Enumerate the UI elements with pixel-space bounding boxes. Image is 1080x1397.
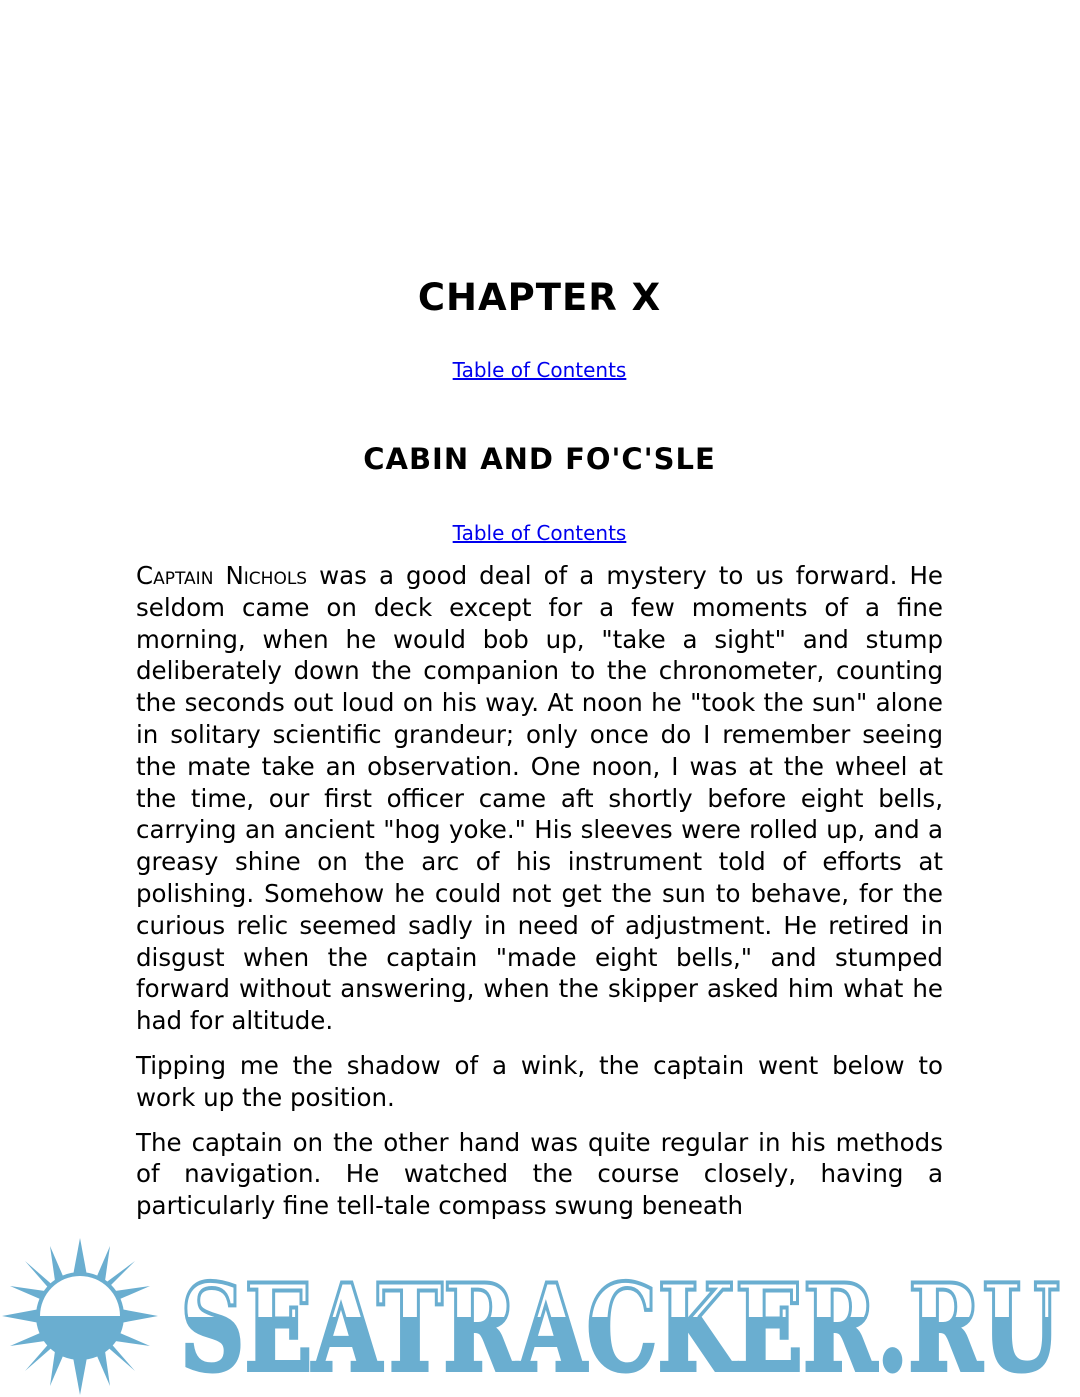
chapter-title: CHAPTER X (417, 276, 662, 319)
section-title: CABIN AND FO'C'SLE (363, 442, 716, 476)
paragraph-2: Tipping me the shadow of a wink, the captain went below to work up the position. (136, 1050, 943, 1112)
paragraph-1-lead: Captain Nichols (136, 561, 308, 590)
sun-icon (0, 1236, 160, 1397)
paragraph-1 (136, 560, 943, 1037)
table-of-contents-link-bottom[interactable]: Table of Contents (452, 521, 627, 545)
toc-link-container-top (136, 358, 943, 382)
chapter-body (136, 560, 943, 1235)
paragraph-1-text: was a good deal of a mystery to us forward. He seldom came on deck except for a few moments of a fine morning, when he would bob up, "take a sight" and stump deliberately down the companion to the chronometer, counting the seconds out loud on his way. At noon he "took the sun" alone in solitary scientific grandeur; only once do I remember seeing the mate take an observation. One noon, I was at the wheel at the time, our first officer came aft shortly before eight bells, carrying an ancient "hog yoke." His sleeves were rolled up, and a greasy shine on the arc of his instrument told of efforts at polishing. Somehow he could not get the sun to behave, for the curious relic seemed sadly in need of adjustment. He retired in disgust when the captain "made eight bells," and stumped forward without answering, when the skipper asked him what he had for altitude. (136, 561, 943, 1036)
table-of-contents-link-top[interactable]: Table of Contents (452, 358, 627, 382)
watermark-label: SEATRACKER.RU (180, 1258, 1060, 1388)
watermark-text (170, 1258, 1070, 1388)
toc-link-container-bottom (136, 521, 943, 545)
paragraph-3: The captain on the other hand was quite regular in his methods of navigation. He watched the course closely, having a particularly fine tell-tale compass swung beneath (136, 1127, 943, 1221)
watermark (0, 1236, 1080, 1397)
